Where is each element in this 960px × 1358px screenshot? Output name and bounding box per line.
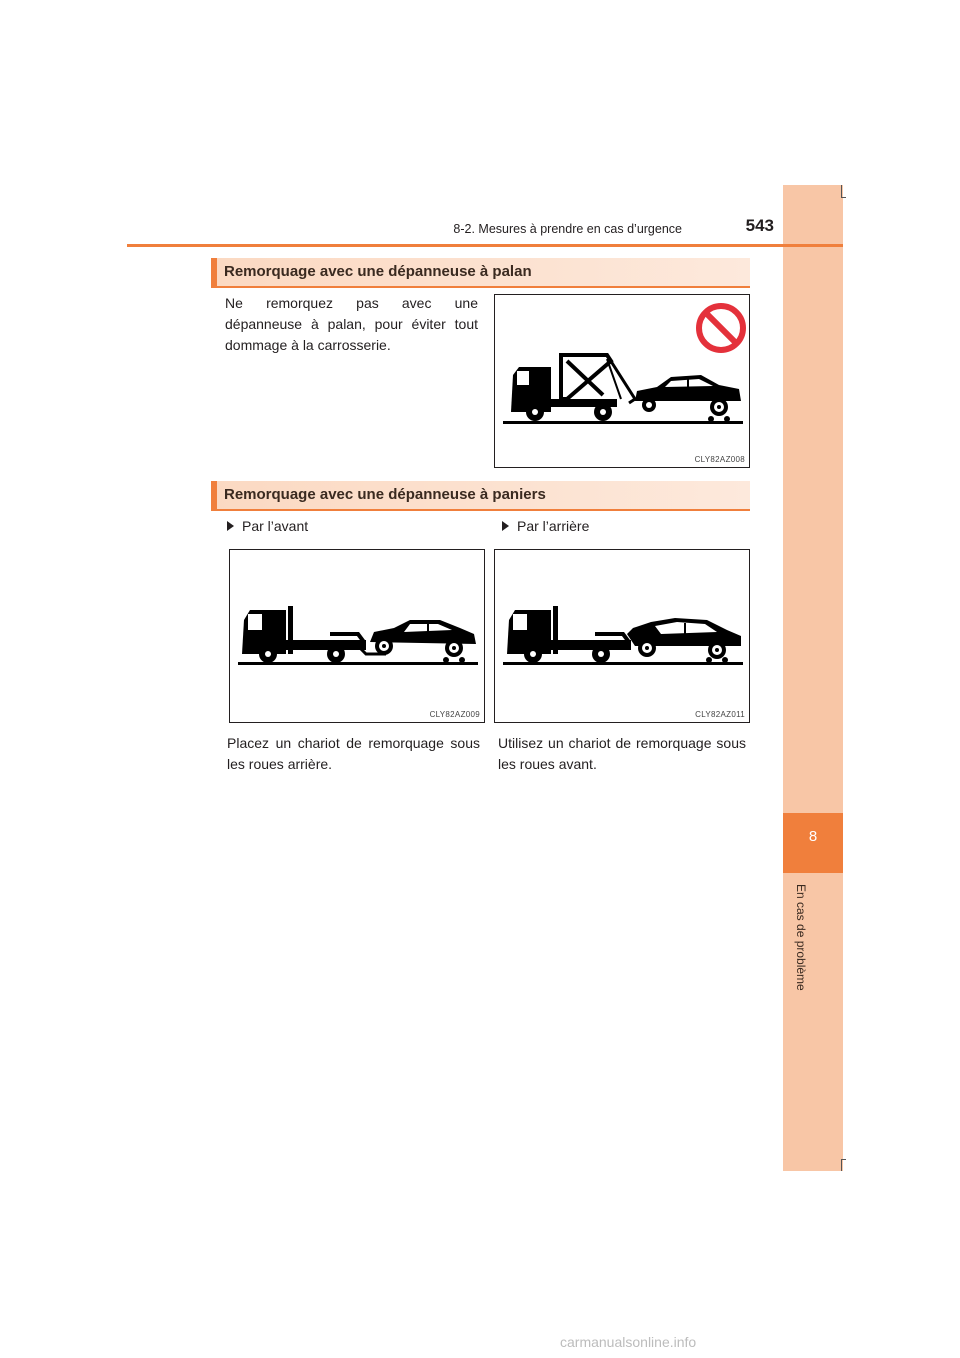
figure-dolly-rear (494, 549, 750, 723)
figure-code: CLY82AZ011 (695, 710, 745, 719)
section-heading-palan (211, 258, 750, 288)
crop-mark (841, 1159, 846, 1160)
crop-mark (841, 185, 842, 197)
chapter-sidebar (783, 185, 843, 1171)
figure-code: CLY82AZ009 (429, 710, 480, 719)
figure-wheel-lift-prohibited (494, 294, 750, 468)
tow-truck-front-illustration (230, 550, 486, 724)
rear-paragraph: Utilisez un chariot de remorquage sous les roues avant. (498, 735, 746, 772)
tow-truck-rear-illustration (495, 550, 751, 724)
bullet-rear (502, 518, 589, 534)
crop-mark (841, 1159, 842, 1171)
bullet-front-text: Par l’avant (242, 518, 309, 534)
bullet-rear-text: Par l’arrière (517, 518, 590, 534)
header-rule (127, 244, 843, 247)
section-heading-paniers (211, 481, 750, 511)
section-title: Remorquage avec une dépanneuse à palan (224, 263, 532, 280)
crop-mark (841, 197, 846, 198)
section-accent (211, 481, 217, 509)
prohibition-icon (699, 306, 743, 350)
watermark: carmanualsonline.info (560, 1334, 697, 1350)
figure-dolly-front (229, 549, 485, 723)
chapter-number: 8 (808, 828, 818, 845)
figure-code: CLY82AZ008 (694, 455, 745, 464)
triangle-bullet-icon (227, 521, 234, 531)
section-accent (211, 258, 217, 286)
palan-paragraph: Ne remorquez pas avec une dépanneuse à palan, pour éviter tout dommage à la carrosserie. (225, 295, 478, 353)
running-header: 8-2. Mesures à prendre en cas d’urgence (453, 222, 682, 236)
front-paragraph: Placez un chariot de remorquage sous les roues arrière. (227, 735, 480, 772)
section-title: Remorquage avec une dépanneuse à paniers (224, 486, 546, 503)
bullet-front (227, 518, 308, 534)
triangle-bullet-icon (502, 521, 509, 531)
tow-truck-illustration (495, 295, 751, 469)
page-number: 543 (745, 216, 774, 235)
chapter-title (796, 884, 812, 1004)
chapter-title-text: En cas de problème (794, 884, 808, 991)
